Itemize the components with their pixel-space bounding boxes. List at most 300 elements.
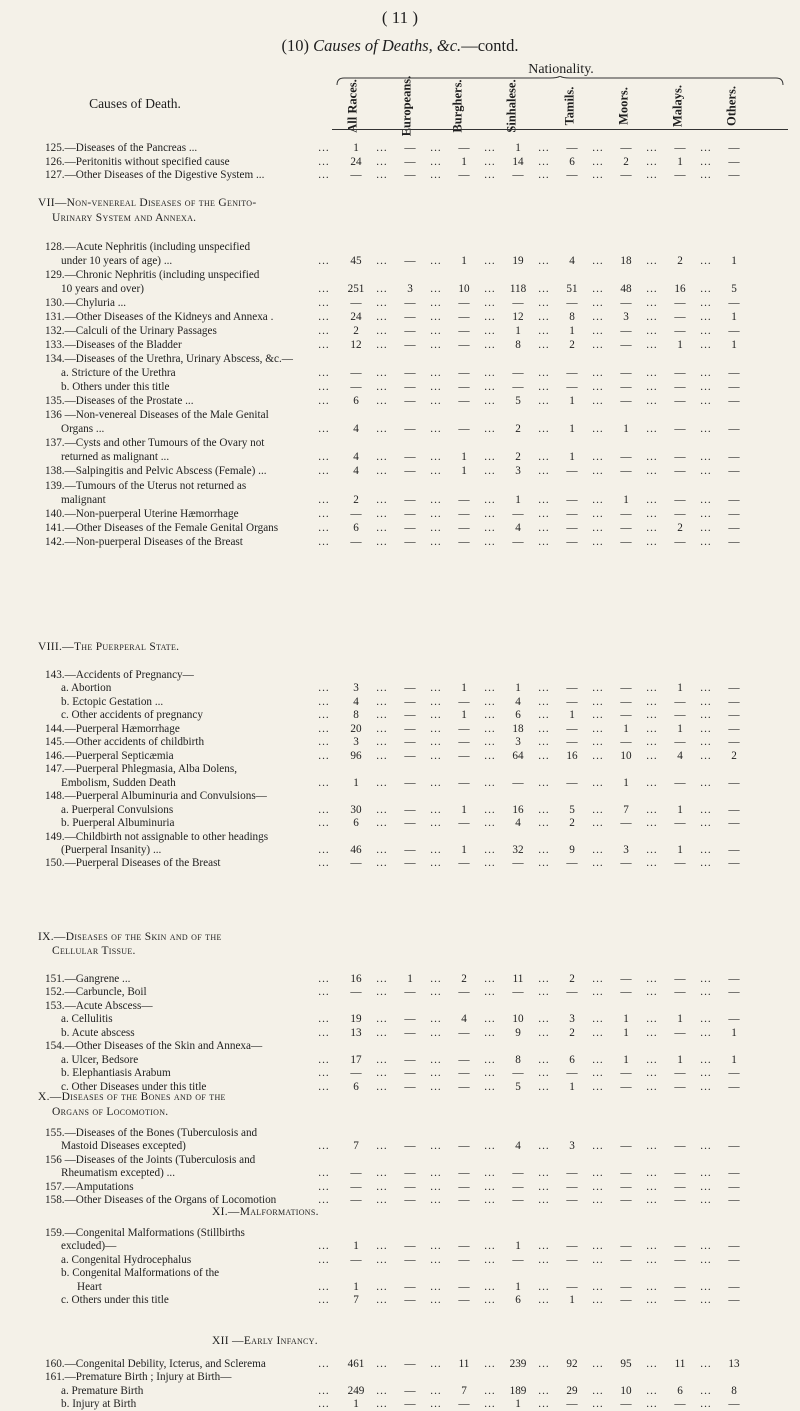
cell-value: 2 [353,494,359,506]
cell-value: — [404,844,416,856]
cell-value: 1 [677,682,683,694]
leader-dots: ... [318,736,330,748]
leader-dots: ... [538,339,550,351]
cell-value: — [404,423,416,435]
table-row [0,856,800,870]
cell-value: 2 [677,255,683,267]
cell-value: 1 [569,709,575,721]
table-row [0,240,800,254]
cell-value: 12 [350,339,362,351]
leader-dots: ... [700,494,712,506]
table-row [0,141,800,155]
leader-dots: ... [592,1294,604,1306]
leader-dots: ... [700,423,712,435]
cell-value: 251 [347,283,365,295]
leader-dots: ... [592,844,604,856]
cause-label: b. Others under this title [61,381,170,393]
cell-value: — [404,1167,416,1179]
cell-value: — [350,1067,362,1079]
leader-dots: ... [538,423,550,435]
cell-value: 1 [569,1294,575,1306]
cell-value: — [620,508,632,520]
leader-dots: ... [484,1081,496,1093]
cell-value: — [404,857,416,869]
cause-label: 133.—Diseases of the Bladder [45,339,182,351]
cell-value: 51 [566,283,578,295]
leader-dots: ... [592,857,604,869]
cell-value: — [728,1013,740,1025]
leader-dots: ... [430,844,442,856]
section-heading: Organs of Locomotion. [52,1106,169,1118]
leader-dots: ... [318,1013,330,1025]
cell-value: 8 [515,1054,521,1066]
leader-dots: ... [318,423,330,435]
leader-dots: ... [538,156,550,168]
cell-value: — [458,1254,470,1266]
leader-dots: ... [430,709,442,721]
cell-value: — [350,1194,362,1206]
leader-dots: ... [700,395,712,407]
cause-label: 125.—Diseases of the Pancreas ... [45,142,198,154]
leader-dots: ... [376,1254,388,1266]
leader-dots: ... [646,777,658,789]
cell-value: 7 [623,804,629,816]
leader-dots: ... [376,1385,388,1397]
cell-value: — [458,1281,470,1293]
cell-value: — [512,536,524,548]
leader-dots: ... [538,508,550,520]
cell-value: — [674,696,686,708]
leader-dots: ... [430,297,442,309]
cause-label: 137.—Cysts and other Tumours of the Ovary not [45,437,265,449]
cell-value: — [404,522,416,534]
leader-dots: ... [538,297,550,309]
leader-dots: ... [646,522,658,534]
leader-dots: ... [538,750,550,762]
table-row [0,450,800,464]
leader-dots: ... [646,297,658,309]
leader-dots: ... [376,1181,388,1193]
cell-value: — [620,1140,632,1152]
cell-value: 1 [461,465,467,477]
cell-value: 3 [623,311,629,323]
cell-value: — [674,986,686,998]
leader-dots: ... [646,142,658,154]
cause-label: Mastoid Diseases excepted) [61,1140,186,1152]
table-row [0,762,800,776]
cell-value: — [404,709,416,721]
cell-value: — [674,494,686,506]
leader-dots: ... [376,325,388,337]
cell-value: — [620,451,632,463]
cell-value: 11 [674,1358,686,1370]
leader-dots: ... [700,682,712,694]
cause-label: c. Other accidents of pregnancy [61,709,203,721]
cause-label: 147.—Puerperal Phlegmasia, Alba Dolens, [45,763,238,775]
leader-dots: ... [538,723,550,735]
cell-value: — [458,1240,470,1252]
leader-dots: ... [484,325,496,337]
cell-value: 2 [461,973,467,985]
leader-dots: ... [538,142,550,154]
cell-value: — [620,325,632,337]
cell-value: — [728,451,740,463]
cause-label: 129.—Chronic Nephritis (including unspecified [45,269,260,281]
cell-value: — [566,723,578,735]
leader-dots: ... [484,696,496,708]
leader-dots: ... [592,1013,604,1025]
cell-value: — [458,696,470,708]
leader-dots: ... [484,522,496,534]
leader-dots: ... [484,1385,496,1397]
cell-value: 6 [353,1081,359,1093]
cell-value: — [458,986,470,998]
cell-value: 1 [515,325,521,337]
cause-label: 126.—Peritonitis without specified cause [45,156,230,168]
leader-dots: ... [700,156,712,168]
leader-dots: ... [376,777,388,789]
leader-dots: ... [700,1027,712,1039]
cause-label: c. Other Diseases under this title [61,1081,207,1093]
header-rule [332,129,788,130]
cell-value: — [728,736,740,748]
cell-value: — [404,142,416,154]
leader-dots: ... [592,1385,604,1397]
cell-value: 10 [458,283,470,295]
leader-dots: ... [538,696,550,708]
cause-label: 157.—Amputations [45,1181,134,1193]
leader-dots: ... [646,536,658,548]
table-row [0,722,800,736]
cell-value: 2 [731,750,737,762]
table-row [0,1166,800,1180]
cell-value: — [728,777,740,789]
leader-dots: ... [376,844,388,856]
leader-dots: ... [318,723,330,735]
cause-label: 149.—Childbirth not assignable to other headings [45,831,269,843]
cell-value: 3 [569,1013,575,1025]
cause-label: returned as malignant ... [61,451,170,463]
table-row [0,985,800,999]
cell-value: 32 [512,844,524,856]
cell-value: — [512,381,524,393]
table-row [0,735,800,749]
leader-dots: ... [592,367,604,379]
leader-dots: ... [592,1398,604,1410]
cell-value: — [404,682,416,694]
cell-value: 92 [566,1358,578,1370]
leader-dots: ... [318,1140,330,1152]
cell-value: — [620,1240,632,1252]
cell-value: 8 [731,1385,737,1397]
cell-value: 1 [461,844,467,856]
leader-dots: ... [700,1294,712,1306]
leader-dots: ... [538,465,550,477]
leader-dots: ... [700,142,712,154]
cell-value: — [620,339,632,351]
cell-value: — [620,709,632,721]
cause-label: 135.—Diseases of the Prostate ... [45,395,194,407]
cell-value: — [404,1013,416,1025]
cell-value: — [674,1140,686,1152]
table-row [0,521,800,535]
cell-value: 4 [677,750,683,762]
leader-dots: ... [646,1067,658,1079]
leader-dots: ... [646,709,658,721]
cell-value: — [458,1398,470,1410]
cell-value: 1 [677,156,683,168]
cell-value: 19 [512,255,524,267]
cause-label: a. Cellulitis [61,1013,113,1025]
cell-value: — [404,1398,416,1410]
cell-value: — [404,325,416,337]
cell-value: — [728,494,740,506]
leader-dots: ... [592,508,604,520]
leader-dots: ... [646,1254,658,1266]
cell-value: — [404,750,416,762]
table-row [0,1357,800,1371]
cell-value: — [458,494,470,506]
cell-value: — [728,817,740,829]
cell-value: — [728,1194,740,1206]
cell-value: — [458,508,470,520]
leader-dots: ... [538,1081,550,1093]
leader-dots: ... [592,283,604,295]
leader-dots: ... [318,1398,330,1410]
cell-value: 95 [620,1358,632,1370]
table-row [0,1139,800,1153]
cell-value: — [674,736,686,748]
leader-dots: ... [376,297,388,309]
leader-dots: ... [484,844,496,856]
leader-dots: ... [376,1027,388,1039]
cell-value: — [404,1140,416,1152]
cell-value: — [674,142,686,154]
cell-value: — [674,1294,686,1306]
cell-value: 12 [512,311,524,323]
cell-value: — [674,1398,686,1410]
cell-value: — [566,1281,578,1293]
cell-value: — [674,536,686,548]
cell-value: — [350,381,362,393]
leader-dots: ... [484,1254,496,1266]
leader-dots: ... [538,255,550,267]
leader-dots: ... [646,325,658,337]
cause-label: 160.—Congenital Debility, Icterus, and Sclerema [45,1358,266,1370]
leader-dots: ... [592,709,604,721]
leader-dots: ... [538,1027,550,1039]
leader-dots: ... [430,1358,442,1370]
leader-dots: ... [592,325,604,337]
leader-dots: ... [318,750,330,762]
cell-value: — [728,156,740,168]
leader-dots: ... [592,696,604,708]
leader-dots: ... [646,986,658,998]
section-heading: Cellular Tissue. [52,945,136,957]
cell-value: — [728,142,740,154]
leader-dots: ... [646,465,658,477]
cell-value: — [728,1081,740,1093]
cause-label: 138.—Salpingitis and Pelvic Abscess (Female) ... [45,465,267,477]
leader-dots: ... [592,255,604,267]
leader-dots: ... [484,804,496,816]
cause-label: Embolism, Sudden Death [61,777,176,789]
cell-value: — [404,804,416,816]
leader-dots: ... [376,804,388,816]
leader-dots: ... [538,844,550,856]
cell-value: — [458,395,470,407]
leader-dots: ... [376,1358,388,1370]
cell-value: 6 [569,156,575,168]
cause-label: 136 —Non-venereal Diseases of the Male Genital [45,409,269,421]
leader-dots: ... [538,1240,550,1252]
cell-value: — [566,142,578,154]
cause-label: a. Ulcer, Bedsore [61,1054,139,1066]
cause-label: b. Puerperal Albuminuria [61,817,175,829]
cell-value: — [728,804,740,816]
table-row [0,695,800,709]
leader-dots: ... [592,723,604,735]
cell-value: — [728,1140,740,1152]
cause-label: 153.—Acute Abscess— [45,1000,153,1012]
leader-dots: ... [646,1027,658,1039]
leader-dots: ... [484,311,496,323]
leader-dots: ... [646,381,658,393]
cell-value: 5 [569,804,575,816]
cell-value: — [512,1181,524,1193]
cell-value: — [458,367,470,379]
leader-dots: ... [430,1254,442,1266]
cell-value: 4 [353,696,359,708]
cell-value: 3 [515,736,521,748]
cell-value: — [674,1081,686,1093]
cell-value: — [674,423,686,435]
leader-dots: ... [318,1358,330,1370]
leader-dots: ... [430,1027,442,1039]
cell-value: 10 [620,750,632,762]
leader-dots: ... [376,381,388,393]
cell-value: — [404,1027,416,1039]
leader-dots: ... [430,522,442,534]
leader-dots: ... [646,283,658,295]
cell-value: — [620,1194,632,1206]
section-heading: XI.—Malformations. [212,1206,319,1218]
cell-value: 189 [509,1385,527,1397]
table-row [0,1153,800,1167]
leader-dots: ... [646,1140,658,1152]
cell-value: — [728,857,740,869]
cell-value: — [350,1181,362,1193]
leader-dots: ... [700,750,712,762]
cell-value: 2 [569,1027,575,1039]
leader-dots: ... [538,1013,550,1025]
cell-value: — [674,169,686,181]
leader-dots: ... [592,494,604,506]
cell-value: 45 [350,255,362,267]
cell-value: 1 [623,1013,629,1025]
leader-dots: ... [430,283,442,295]
table-row [0,394,800,408]
cause-label: under 10 years of age) ... [61,255,173,267]
leader-dots: ... [318,142,330,154]
leader-dots: ... [430,1281,442,1293]
cell-value: 1 [515,142,521,154]
leader-dots: ... [430,696,442,708]
leader-dots: ... [538,1181,550,1193]
cell-value: — [674,451,686,463]
cell-value: — [620,536,632,548]
table-row [0,1384,800,1398]
cell-value: — [620,817,632,829]
cell-value: 4 [353,451,359,463]
leader-dots: ... [592,986,604,998]
cause-label: 150.—Puerperal Diseases of the Breast [45,857,221,869]
leader-dots: ... [592,465,604,477]
table-row [0,681,800,695]
leader-dots: ... [484,339,496,351]
table-row [0,1066,800,1080]
leader-dots: ... [376,423,388,435]
leader-dots: ... [318,1181,330,1193]
leader-dots: ... [376,339,388,351]
leader-dots: ... [700,777,712,789]
leader-dots: ... [646,339,658,351]
cell-value: — [458,1194,470,1206]
table-row [0,1180,800,1194]
cell-value: — [674,367,686,379]
cell-value: — [620,1281,632,1293]
cell-value: 1 [569,325,575,337]
cell-value: 6 [353,817,359,829]
leader-dots: ... [646,451,658,463]
table-row [0,972,800,986]
cause-label: (Puerperal Insanity) ... [61,844,162,856]
cell-value: 64 [512,750,524,762]
leader-dots: ... [700,381,712,393]
table-row [0,1080,800,1094]
leader-dots: ... [430,777,442,789]
leader-dots: ... [646,1054,658,1066]
col-malays: Malays. [670,84,685,128]
cell-value: — [674,508,686,520]
leader-dots: ... [700,1081,712,1093]
cell-value: 46 [350,844,362,856]
cell-value: — [512,1254,524,1266]
cell-value: 6 [677,1385,683,1397]
cell-value: — [728,844,740,856]
leader-dots: ... [646,395,658,407]
leader-dots: ... [646,156,658,168]
leader-dots: ... [318,1254,330,1266]
cause-label: 141.—Other Diseases of the Female Genital Organs [45,522,279,534]
leader-dots: ... [700,1254,712,1266]
leader-dots: ... [538,494,550,506]
leader-dots: ... [430,682,442,694]
table-row [0,708,800,722]
col-moors: Moors. [616,87,631,125]
cell-value: — [566,696,578,708]
cell-value: — [674,1167,686,1179]
leader-dots: ... [700,451,712,463]
table-row [0,422,800,436]
cell-value: 1 [353,777,359,789]
cell-value: — [620,169,632,181]
leader-dots: ... [592,817,604,829]
cell-value: 4 [515,817,521,829]
cell-value: 10 [620,1385,632,1397]
leader-dots: ... [430,817,442,829]
leader-dots: ... [318,986,330,998]
